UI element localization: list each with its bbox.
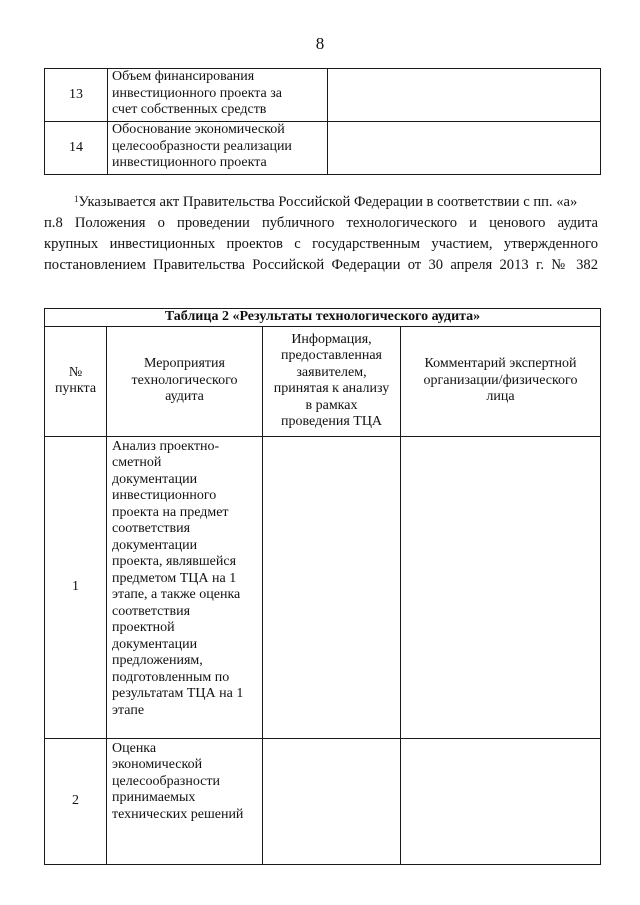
footnote-line: постановлением Правительства Российской Федерации от 30 апреля 2013 г. № 382 [44,257,598,273]
footnote-line: п.8 Положения о проведении публичного технологического и ценового аудита [44,215,598,231]
header-expert-comment: Комментарий экспертной организации/физического лица [401,326,601,436]
row-info-cell [263,436,401,738]
footnote-line [44,192,598,213]
row-activity-cell: Анализ проектно- сметной документации инвестиционного проекта на предмет соответствия документации проекта, являвшейся предметом ТЦА на 1 этапе, а также оценка соответствия проектной документации предложениям, подготовленным по результатам ТЦА на 1 этапе [107,436,263,738]
table-row [45,436,601,738]
footnote-line: крупных инвестиционных проектов с государственным участием, утвержденного [44,236,598,252]
row-info-cell [263,738,401,864]
table-row [45,738,601,864]
row-description-cell: Объем финансирования инвестиционного проекта за счет собственных средств [108,69,328,122]
row-number-cell: 1 [45,436,107,738]
table-row [45,122,601,175]
audit-results-table [44,308,601,865]
table-continuation [44,68,601,175]
footnote [44,192,598,276]
page-number: 8 [315,34,325,53]
table-caption-row [45,309,601,327]
row-description-cell: Обоснование экономической целесообразности реализации инвестиционного проекта [108,122,328,175]
row-comment-cell [401,436,601,738]
table-caption: Таблица 2 «Результаты технологического аудита» [45,309,601,327]
header-activities: Мероприятия технологического аудита [107,326,263,436]
table-header-row [45,326,601,436]
row-value-cell [328,122,601,175]
row-value-cell [328,69,601,122]
header-number: № пункта [45,326,107,436]
row-comment-cell [401,738,601,864]
row-number-cell: 2 [45,738,107,864]
header-applicant-info: Информация, предоставленная заявителем, принятая к анализу в рамках проведения ТЦА [263,326,401,436]
footnote-line-text: Указывается акт Правительства Российской Федерации в соответствии с пп. «а» [78,194,578,210]
row-number-cell: 13 [45,69,108,122]
footnote-mark: 1 [74,194,79,204]
row-activity-cell: Оценка экономической целесообразности принимаемых технических решений [107,738,263,864]
table-row [45,69,601,122]
row-number-cell: 14 [45,122,108,175]
